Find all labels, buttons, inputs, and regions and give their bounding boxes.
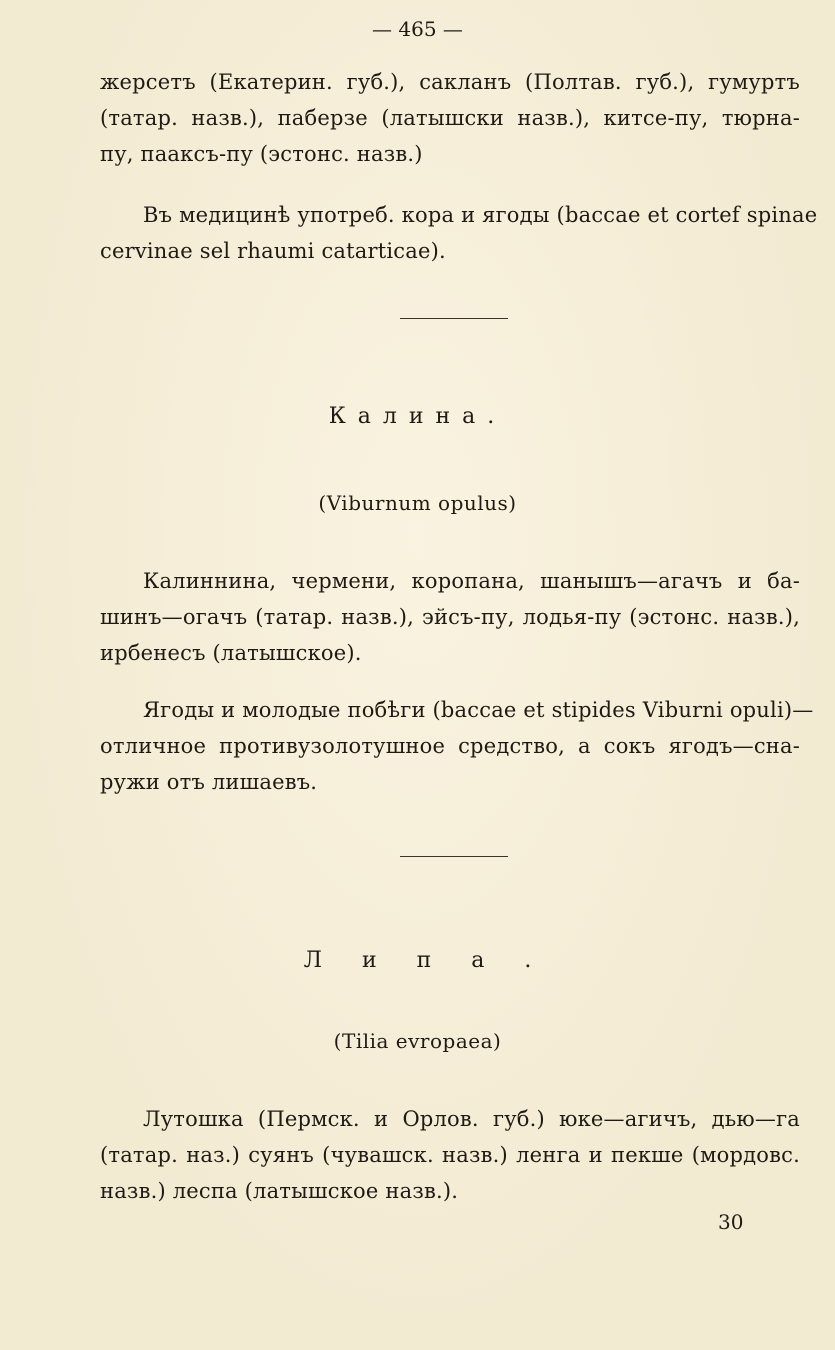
text-line: ирбенесъ (латышское). [100, 641, 362, 665]
latin-name-kalina: (Viburnum opulus) [318, 491, 517, 515]
text-line: cervinae sel rhaumi catarticae). [100, 239, 446, 263]
section-divider [400, 318, 508, 319]
signature-mark: 30 [718, 1210, 744, 1234]
text-line: пу, пааксъ-пу (эстонс. назв.) [100, 142, 423, 166]
text-line: Лутошка (Пермск. и Орлов. губ.) юке—агичъ, дью—га [143, 1107, 800, 1131]
text-line: жерсетъ (Екатерин. губ.), сакланъ (Полтав. губ.), гумуртъ [100, 70, 800, 94]
text-line: Въ медицинѣ употреб. кора и ягоды (baccae et cortef spinae [143, 203, 818, 227]
section-heading-lipa: Липа. [303, 948, 572, 973]
text-line: шинъ—огачъ (татар. назв.), эйсъ-пу, лодья-пу (эстонс. назв.), [100, 605, 800, 629]
text-line: Ягоды и молодые побѣги (baccae et stipides Viburni opuli)— [143, 698, 814, 722]
text-line: Калиннина, чермени, коропана, шанышъ—агачъ и ба- [143, 569, 800, 593]
text-line: назв.) леспа (латышское назв.). [100, 1179, 459, 1203]
section-heading-kalina: Калина. [328, 404, 507, 429]
text-line: (татар. наз.) суянъ (чувашск. назв.) ленга и пекше (мордовс. [100, 1143, 800, 1167]
page-header: — 465 — [372, 17, 463, 41]
text-line: ружи отъ лишаевъ. [100, 770, 318, 794]
section-divider [400, 856, 508, 857]
text-line: отличное противузолотушное средство, а сокъ ягодъ—сна- [100, 734, 800, 758]
latin-name-lipa: (Tilia evropaea) [333, 1029, 502, 1053]
text-line: (татар. назв.), паберзе (латышски назв.), китсе-пу, тюрна- [100, 106, 800, 130]
